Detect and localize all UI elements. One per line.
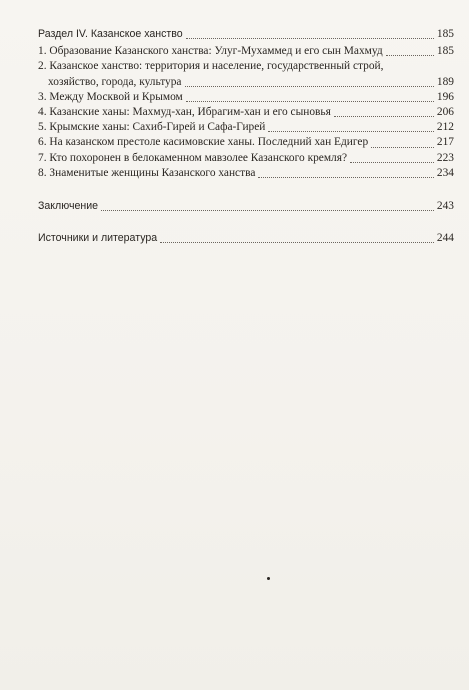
toc-page-number: 196: [436, 90, 454, 103]
dot-leader: [160, 241, 434, 243]
dot-leader: [258, 176, 434, 178]
toc-page-number: 189: [436, 75, 454, 88]
toc-page-number: 223: [436, 151, 454, 164]
toc-conclusion[interactable]: [38, 199, 454, 214]
toc-page-number: 206: [436, 106, 454, 119]
toc-item[interactable]: [38, 166, 454, 181]
toc-item-title: 7. Кто похоронен в белокаменном мавзолее Казанского кремля?: [38, 151, 348, 164]
toc-item-title-line2: хозяйство, города, культура: [48, 75, 182, 88]
toc-section-title: Раздел IV. Казанское ханство: [38, 28, 183, 40]
toc-item-title: 5. Крымские ханы: Сахиб-Гирей и Сафа-Гирей: [38, 121, 266, 134]
toc-item-title: 6. На казанском престоле касимовские ханы. Последний хан Едигер: [38, 136, 369, 149]
toc-page-number: 185: [436, 45, 454, 58]
toc-item[interactable]: [38, 59, 454, 89]
dot-leader: [371, 146, 434, 148]
toc-item-title: 8. Знаменитые женщины Казанского ханства: [38, 166, 256, 179]
dot-leader: [101, 209, 434, 211]
toc-page-number: 243: [436, 200, 454, 213]
toc-sources[interactable]: [38, 231, 454, 246]
toc-item[interactable]: [38, 120, 454, 135]
dot-leader: [185, 85, 434, 87]
toc-item[interactable]: [38, 151, 454, 166]
toc-page-number: 244: [436, 232, 454, 245]
toc-item[interactable]: [38, 135, 454, 150]
toc-item-title: 1. Образование Казанского ханства: Улуг-Мухаммед и его сын Махмуд: [38, 45, 383, 58]
toc-item-title: 3. Между Москвой и Крымом: [38, 90, 183, 103]
dot-leader: [386, 54, 434, 56]
toc-item[interactable]: [38, 44, 454, 59]
toc-page-number: 185: [436, 28, 454, 40]
toc-page-number: 217: [436, 136, 454, 149]
toc-item-title-line1: 2. Казанское ханство: территория и население, государственный строй,: [38, 60, 384, 73]
dot-leader: [186, 37, 434, 39]
toc-sources-title: Источники и литература: [38, 232, 158, 245]
toc-page-number: 234: [436, 166, 454, 179]
toc-conclusion-title: Заключение: [38, 200, 99, 213]
toc-item[interactable]: [38, 105, 454, 120]
dot-leader: [268, 130, 434, 132]
ink-speck: [267, 577, 270, 580]
table-of-contents: [38, 27, 454, 246]
toc-page-number: 212: [436, 121, 454, 134]
toc-item-title: 4. Казанские ханы: Махмуд-хан, Ибрагим-хан и его сыновья: [38, 106, 331, 119]
toc-item[interactable]: [38, 90, 454, 105]
dot-leader: [350, 161, 434, 163]
dot-leader: [186, 100, 434, 102]
toc-section-heading[interactable]: [38, 27, 454, 42]
dot-leader: [334, 115, 434, 117]
